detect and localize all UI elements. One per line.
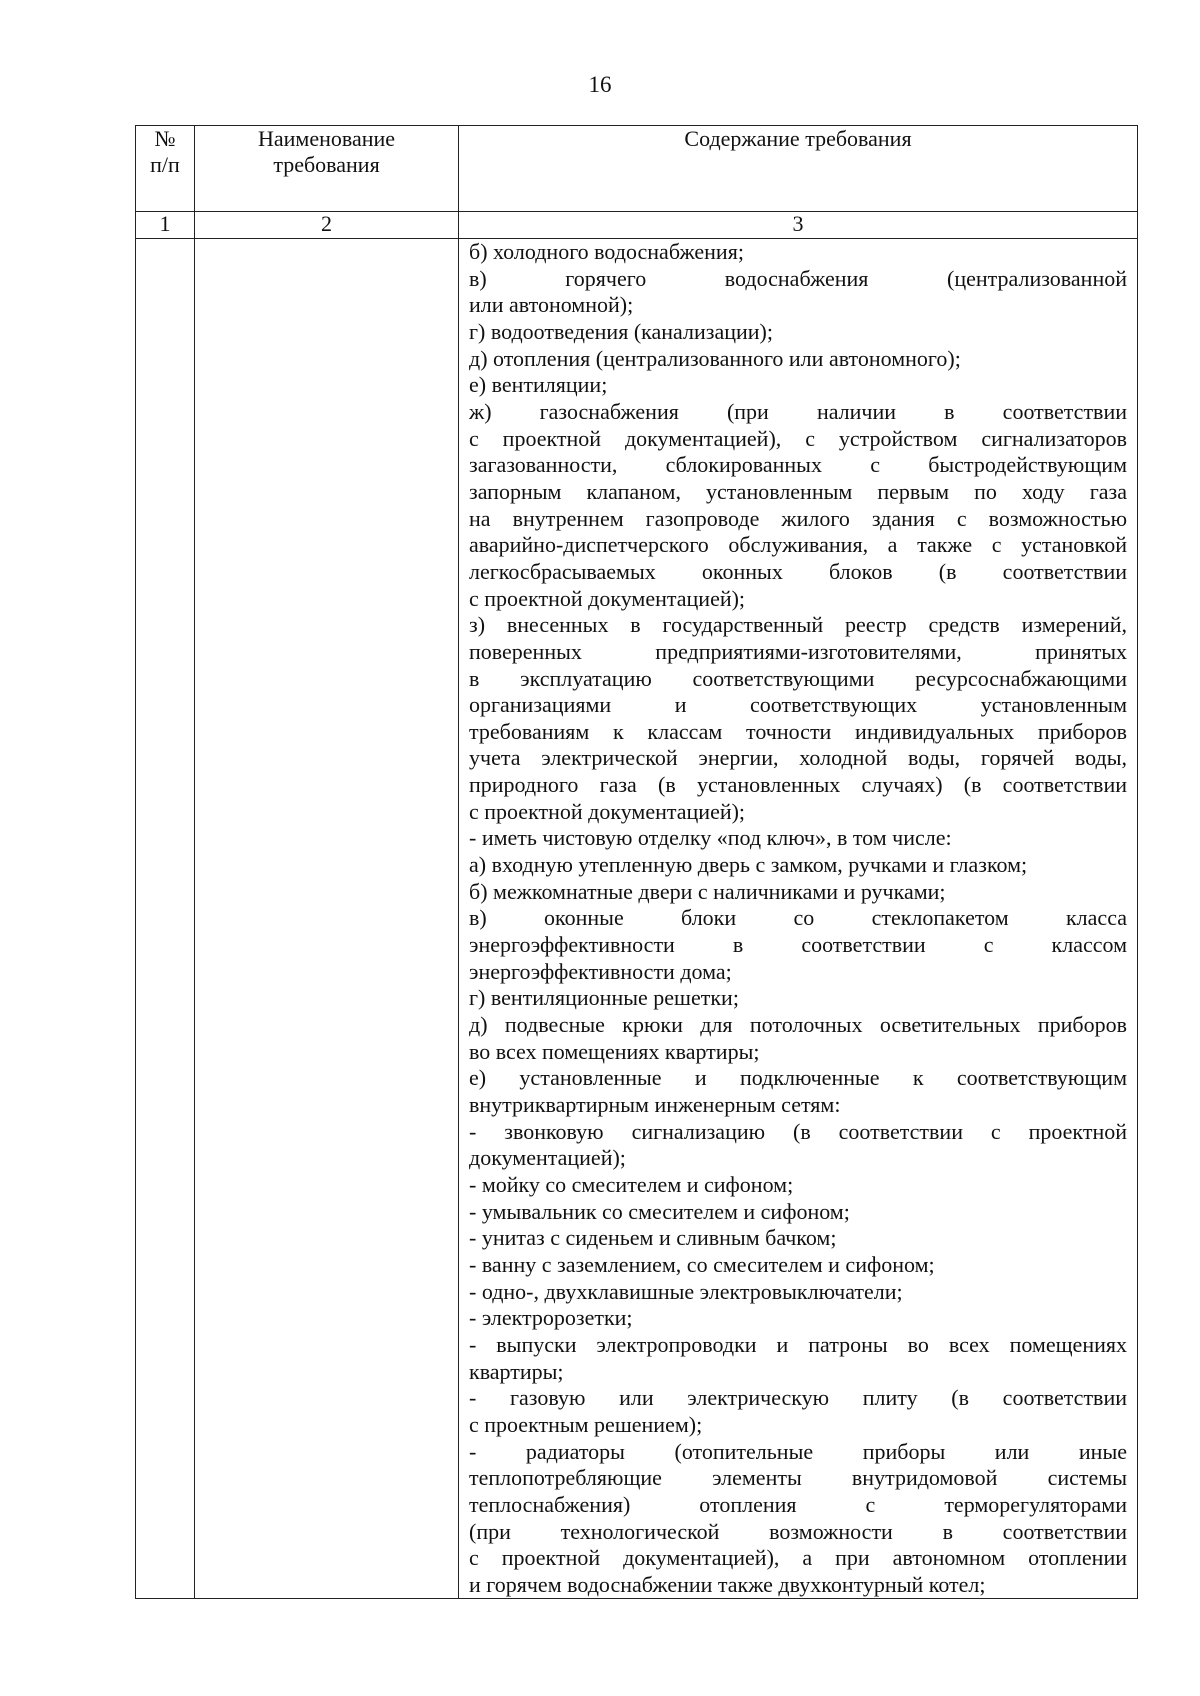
content-line: на внутреннем газопроводе жилого здания с возможностью: [469, 505, 1127, 531]
content-line: с проектной документацией), с устройством сигнализаторов: [469, 425, 1127, 451]
header-requirement-name: [195, 126, 459, 212]
requirements-table: [135, 125, 1138, 1599]
content-line: теплоснабжения) отопления с терморегуляторами: [469, 1491, 1127, 1517]
column-number-1: 1: [136, 212, 195, 239]
content-line: энергоэффективности в соответствии с классом: [469, 932, 1127, 958]
column-number-2: 2: [195, 212, 459, 239]
content-line: в) оконные блоки со стеклопакетом класса: [469, 905, 1127, 931]
content-line: ж) газоснабжения (при наличии в соответствии: [469, 398, 1127, 424]
content-line: в эксплуатацию соответствующими ресурсоснабжающими: [469, 665, 1127, 691]
content-line: а) входную утепленную дверь с замком, ручками и глазком;: [469, 852, 1028, 878]
header-number: [136, 126, 195, 212]
page-number: 16: [588, 72, 612, 97]
content-line: учета электрической энергии, холодной воды, горячей воды,: [469, 745, 1127, 771]
content-line: г) водоотведения (канализации);: [469, 318, 773, 344]
header-number-label: № п/п: [150, 126, 180, 177]
table-header-row: [136, 126, 1138, 212]
row-name-cell: [195, 239, 459, 1599]
content-line: - унитаз с сиденьем и сливным бачком;: [469, 1225, 837, 1251]
content-line: квартиры;: [469, 1358, 564, 1384]
content-line: б) холодного водоснабжения;: [469, 239, 744, 264]
content-line: с проектной документацией), а при автономном отоплении: [469, 1545, 1127, 1571]
content-line: или автономной);: [469, 292, 634, 318]
content-line: в) горячего водоснабжения (централизованной: [469, 265, 1127, 291]
content-line: легкосбрасываемых оконных блоков (в соответствии: [469, 558, 1127, 584]
content-line: внутриквартирным инженерным сетям:: [469, 1092, 841, 1117]
content-line: е) вентиляции;: [469, 372, 608, 398]
content-line: организациями и соответствующих установленным: [469, 692, 1127, 718]
content-line: и горячем водоснабжении также двухконтурный котел;: [469, 1571, 986, 1597]
header-requirement-content: [459, 126, 1138, 212]
content-line: с проектным решением);: [469, 1411, 703, 1437]
content-line: - выпуски электропроводки и патроны во всех помещениях: [469, 1331, 1127, 1357]
content-line: - мойку со смесителем и сифоном;: [469, 1171, 794, 1197]
content-line: - электророзетки;: [469, 1305, 633, 1331]
content-line: г) вентиляционные решетки;: [469, 985, 739, 1011]
content-line: д) отопления (централизованного или автономного);: [469, 345, 961, 371]
content-line: природного газа (в установленных случаях) (в соответствии: [469, 772, 1127, 798]
column-number-3: 3: [459, 212, 1138, 239]
content-line: с проектной документацией);: [469, 798, 746, 824]
row-number-cell: [136, 239, 195, 1599]
content-line: - иметь чистовую отделку «под ключ», в том числе:: [469, 825, 952, 851]
content-line: аварийно-диспетчерского обслуживания, а также с установкой: [469, 532, 1127, 558]
content-line: документацией);: [469, 1145, 626, 1171]
content-lines: [469, 239, 1127, 1598]
content-line: - радиаторы (отопительные приборы или иные: [469, 1438, 1127, 1464]
table-row: [136, 239, 1138, 1599]
content-line: - умывальник со смесителем и сифоном;: [469, 1198, 850, 1224]
row-content-cell: [459, 239, 1138, 1599]
content-line: загазованности, сблокированных с быстродействующим: [469, 452, 1127, 478]
header-requirement-name-label: Наименование требования: [257, 126, 396, 177]
content-line: с проектной документацией);: [469, 585, 746, 611]
content-line: запорным клапаном, установленным первым по ходу газа: [469, 478, 1127, 504]
header-requirement-content-label: Содержание требования: [684, 126, 912, 151]
content-line: е) установленные и подключенные к соответствующим: [469, 1065, 1127, 1091]
content-line: поверенных предприятиями-изготовителями, принятых: [469, 638, 1127, 664]
content-line: энергоэффективности дома;: [469, 958, 732, 984]
content-line: з) внесенных в государственный реестр средств измерений,: [469, 612, 1127, 638]
content-line: - газовую или электрическую плиту (в соответствии: [469, 1385, 1127, 1411]
content-line: - одно-, двухклавишные электровыключатели;: [469, 1278, 903, 1304]
content-line: требованиям к классам точности индивидуальных приборов: [469, 718, 1127, 744]
content-line: д) подвесные крюки для потолочных осветительных приборов: [469, 1012, 1127, 1038]
content-line: - звонковую сигнализацию (в соответствии с проектной: [469, 1118, 1127, 1144]
content-line: теплопотребляющие элементы внутридомовой системы: [469, 1465, 1127, 1491]
column-numbers-row: [136, 212, 1138, 239]
content-line: - ванну с заземлением, со смесителем и сифоном;: [469, 1251, 935, 1277]
content-line: во всех помещениях квартиры;: [469, 1038, 760, 1064]
content-line: б) межкомнатные двери с наличниками и ручками;: [469, 878, 946, 904]
content-line: (при технологической возможности в соответствии: [469, 1518, 1127, 1544]
